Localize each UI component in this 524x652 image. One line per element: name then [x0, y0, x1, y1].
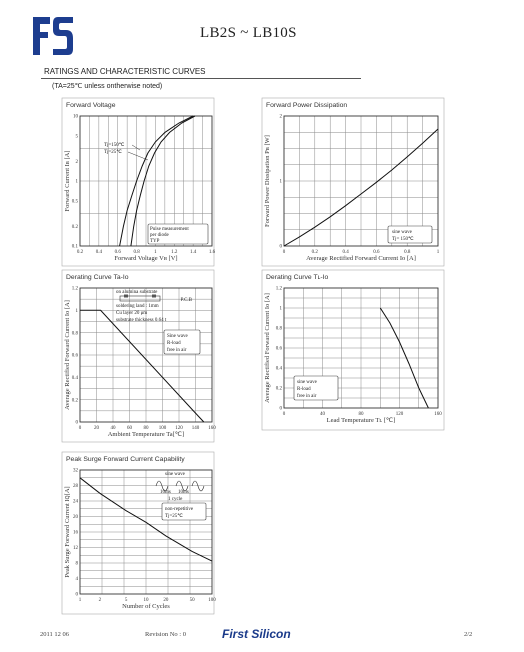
chart-frame [262, 270, 444, 430]
derating-ta-chart [62, 270, 214, 442]
x-tick-label: 1 [154, 250, 157, 255]
x-tick-label: 140 [191, 426, 200, 431]
annotation-non-repetitive: non-repetitive [165, 507, 194, 512]
y-tick-label: 12 [73, 546, 78, 552]
y-tick-label: 28 [73, 484, 78, 490]
x-tick-label: 10 [143, 598, 149, 603]
x-tick-label: 2 [98, 598, 102, 603]
x-tick-label: 40 [110, 426, 116, 431]
x-tick-label: 50 [189, 598, 195, 603]
y-tick-label: 24 [73, 499, 78, 505]
y-tick-label: 0.2 [71, 225, 78, 231]
footer-page: 2/2 [464, 631, 473, 638]
x-tick-label: 1.6 [208, 250, 216, 255]
chart-svg [62, 270, 214, 442]
x-axis-label: Number of Cycles [122, 603, 170, 610]
x-axis-label: Average Rectified Forward Current Io [A] [306, 255, 416, 262]
annotation-sine-wave: sine wave [297, 380, 317, 385]
chart-title: Forward Voltage [66, 102, 116, 109]
chart-svg [62, 98, 214, 266]
y-axis-label: Average Rectified Forward Current Io [A] [64, 300, 71, 410]
section-rule [41, 78, 361, 79]
x-tick-label: 100 [158, 426, 167, 431]
peak-surge-chart [62, 452, 214, 614]
x-tick-label: 160 [434, 412, 442, 417]
y-tick-label: 0.4 [275, 366, 282, 372]
annotation-sine-wave: Sine wave [167, 334, 188, 339]
pad-icon [152, 295, 156, 298]
annotation-10ms: 10ms [178, 490, 189, 495]
y-axis-label: Forward Current Iʙ [A] [64, 150, 71, 212]
forward-voltage-chart [62, 98, 214, 266]
footer-revision: Revision No : 0 [145, 631, 186, 638]
y-tick-label: 0.1 [71, 244, 78, 250]
x-tick-label: 0 [282, 412, 286, 417]
y-tick-label: 8 [75, 561, 78, 567]
y-tick-label: 0.8 [275, 326, 282, 332]
chart-title: Derating Curve Tʟ-Io [266, 274, 329, 281]
y-tick-label: 2 [279, 114, 282, 120]
x-tick-label: 1 [436, 250, 440, 255]
x-axis-label: Forward Voltage Vʙ [V] [114, 255, 178, 262]
x-tick-label: 80 [143, 426, 149, 431]
x-tick-label: 0.2 [311, 250, 318, 255]
document-title: LB2S ~ LB10S [200, 25, 297, 41]
x-tick-label: 5 [124, 598, 128, 603]
annotation-free-air: free in air [167, 348, 187, 353]
x-tick-label: 80 [358, 412, 364, 417]
x-tick-label: 20 [163, 598, 169, 603]
y-tick-label: 1 [279, 179, 282, 185]
y-tick-label: 0.5 [71, 199, 78, 205]
x-tick-label: 0.4 [95, 250, 102, 255]
conditions-note: (TA=25℃ unless ontherwise noted) [52, 83, 163, 90]
x-tick-label: 1.4 [190, 250, 197, 255]
pad-icon [124, 295, 128, 298]
annotation-pcb: P.C.B [180, 298, 192, 303]
y-tick-label: 1.2 [71, 286, 78, 292]
y-tick-label: 0.6 [71, 353, 78, 359]
y-tick-label: 0 [279, 244, 282, 250]
chart-svg [62, 452, 214, 614]
chart-svg [262, 270, 444, 430]
annotation-tj: Tj=25℃ [165, 514, 183, 519]
chart-title: Peak Surge Forward Current Capability [66, 456, 185, 463]
annotation-thickness: substrate thickness 0.64 t [116, 318, 167, 323]
x-tick-label: 0.8 [133, 250, 140, 255]
derating-tl-chart [262, 270, 444, 430]
x-axis-label: Lead Temperature Tʟ [℃] [326, 417, 396, 424]
x-tick-label: 1 [78, 598, 82, 603]
annotation-substrate: on alumina substrate [116, 290, 158, 295]
annotation-sine-wave: sine wave [392, 230, 412, 235]
annotation-r-load: R-load [297, 387, 311, 392]
annotation-sine-wave: sine wave [165, 472, 185, 477]
annotation-per-diode: per diode [150, 233, 169, 238]
annotation-1-cycle: 1 cycle [168, 497, 183, 502]
x-tick-label: 0.2 [76, 250, 84, 255]
y-tick-label: 1 [75, 179, 78, 185]
annotation-tj: Tj= 150℃ [392, 237, 414, 242]
x-tick-label: 160 [208, 426, 216, 431]
y-tick-label: 32 [73, 468, 78, 474]
annotation-r-load: R-load [167, 341, 181, 346]
y-tick-label: 2 [75, 160, 78, 166]
y-tick-label: 1 [75, 309, 78, 315]
x-tick-label: 120 [175, 426, 183, 431]
y-axis-label: Average Rectified Forward Current Io [A] [264, 293, 271, 403]
y-tick-label: 0 [279, 406, 282, 412]
y-tick-label: 0.2 [71, 398, 78, 404]
annotation-tj25: Tj=25℃ [104, 150, 122, 155]
x-tick-label: 60 [127, 426, 132, 431]
y-tick-label: 0.6 [275, 346, 282, 352]
y-axis-label: Forward Power Dissipation Pʙ [W] [264, 135, 271, 227]
annotation-10ms: 10ms [160, 490, 171, 495]
x-tick-label: 20 [94, 426, 99, 431]
section-title: RATINGS AND CHARACTERISTIC CURVES [44, 67, 206, 76]
x-tick-label: 0.4 [342, 250, 349, 255]
forward-power-dissipation-chart [262, 98, 444, 266]
chart-title: Forward Power Dissipation [266, 102, 348, 109]
x-tick-label: 1.2 [171, 250, 178, 255]
x-tick-label: 40 [320, 412, 325, 417]
annotation-soldering: soldering land : 1mm [116, 304, 159, 309]
y-tick-label: 10 [73, 114, 78, 120]
first-silicon-logo [32, 16, 74, 56]
y-tick-label: 5 [75, 134, 78, 140]
chart-title: Derating Curve Ta-Io [66, 274, 129, 281]
y-tick-label: 0 [75, 420, 78, 426]
x-tick-label: 0 [282, 250, 286, 255]
x-tick-label: 0.8 [404, 250, 411, 255]
annotation-tj150: Tj=150℃ [104, 143, 125, 148]
y-tick-label: 0.8 [71, 331, 78, 337]
x-tick-label: 0 [78, 426, 82, 431]
footer-brand: First Silicon [222, 627, 291, 641]
annotation-pulse: Pulse measurement [150, 227, 189, 232]
x-tick-label: 0.6 [114, 250, 121, 255]
y-tick-label: 20 [73, 515, 78, 521]
y-tick-label: 4 [75, 577, 78, 583]
y-tick-label: 0.2 [275, 386, 282, 392]
chart-svg [262, 98, 444, 266]
annotation-free-air: free in air [297, 394, 317, 399]
annotation-cu-layer: Cu layer 20 μm [116, 311, 148, 316]
footer-date: 2011 12 06 [40, 631, 70, 638]
y-tick-label: 0 [75, 592, 78, 598]
y-tick-label: 1.2 [275, 286, 282, 292]
y-tick-label: 16 [73, 530, 78, 536]
x-tick-label: 0.6 [373, 250, 380, 255]
y-tick-label: 0.4 [71, 376, 78, 382]
x-axis-label: Ambient Temperature Ta[℃] [107, 431, 185, 438]
y-axis-label: Peak Surge Forward Current Iꞯ[A] [64, 486, 71, 578]
chart-frame [62, 452, 214, 614]
y-tick-label: 1 [279, 306, 282, 312]
annotation-typ: TYP [150, 239, 160, 244]
x-tick-label: 100 [208, 598, 216, 603]
x-tick-label: 120 [395, 412, 404, 417]
